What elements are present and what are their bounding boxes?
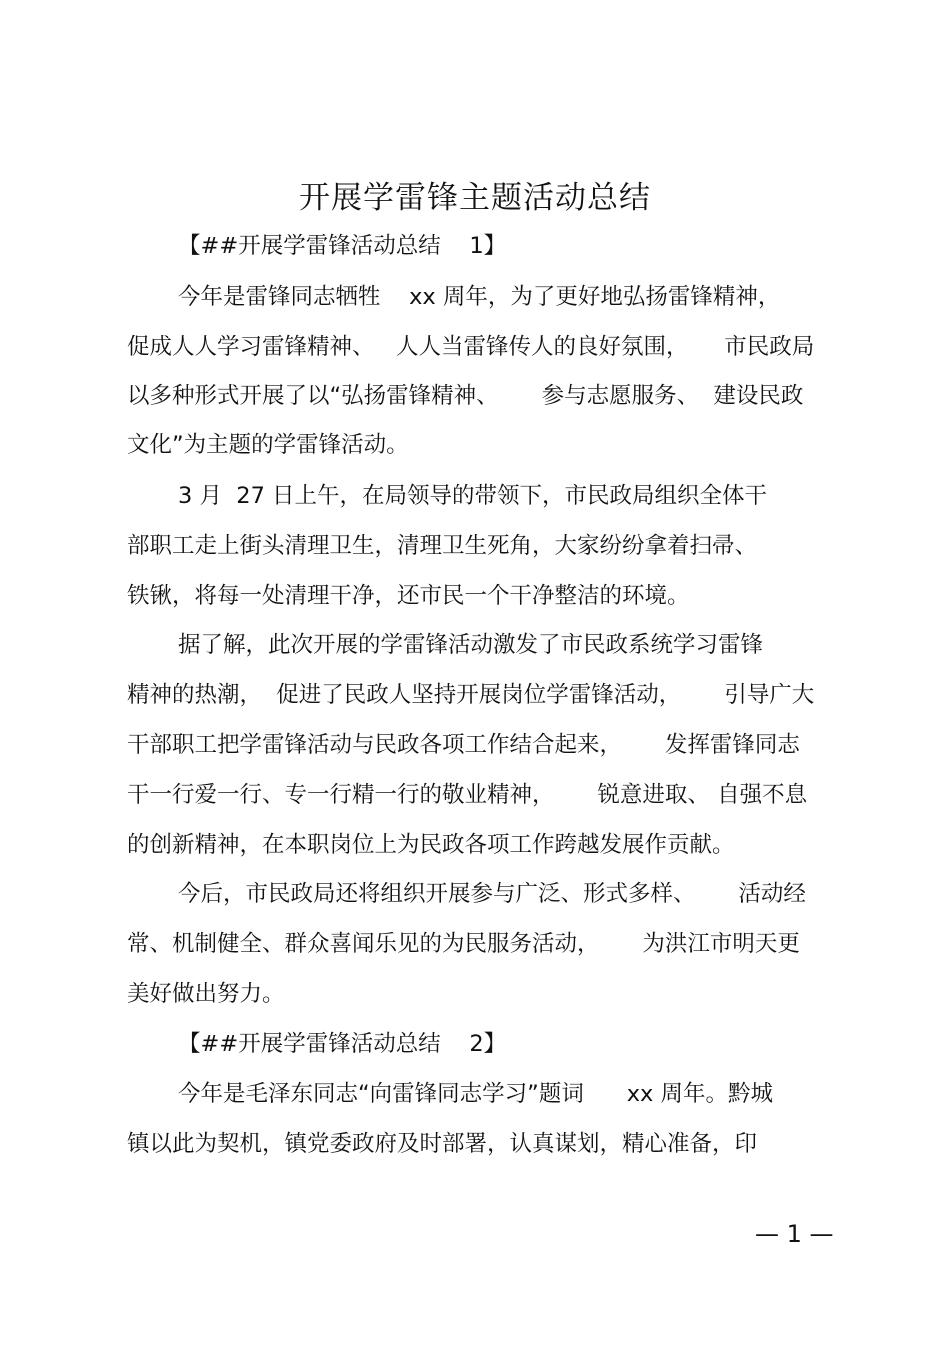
paragraph-line: 镇以此为契机，镇党委政府及时部署，认真谋划，精心准备，印	[127, 1131, 758, 1157]
paragraph-line: 今年是雷锋同志牺牲 xx 周年，为了更好地弘扬雷锋精神，	[178, 284, 781, 310]
paragraph-line: 以多种形式开展了以“弘扬雷锋精神、 参与志愿服务、 建设民政	[127, 383, 804, 409]
paragraph-line: 部职工走上街头清理卫生，清理卫生死角，大家纷纷拿着扫帚、	[127, 533, 758, 559]
paragraph-line: 促成人人学习雷锋精神、 人人当雷锋传人的良好氛围， 市民政局	[127, 334, 815, 360]
document-title: 开展学雷锋主题活动总结	[299, 180, 651, 216]
paragraph-line: 今年是毛泽东同志“向雷锋同志学习”题词 xx 周年。黔城	[178, 1081, 774, 1107]
paragraph-line: 美好做出努力。	[127, 981, 285, 1007]
paragraph-line: 今后，市民政局还将组织开展参与广泛、形式多样、 活动经	[178, 881, 806, 907]
section-heading-2: 【##开展学雷锋活动总结 2】	[178, 1031, 507, 1057]
paragraph-line: 干一行爱一行、专一行精一行的敬业精神， 锐意进取、 自强不息	[127, 782, 808, 808]
paragraph-line: 精神的热潮， 促进了民政人坚持开展岗位学雷锋活动， 引导广大	[127, 682, 815, 708]
section-heading-1: 【##开展学雷锋活动总结 1】	[178, 233, 507, 259]
paragraph-line: 干部职工把学雷锋活动与民政各项工作结合起来， 发挥雷锋同志	[127, 732, 800, 758]
paragraph-line: 文化”为主题的学雷锋活动。	[127, 432, 409, 458]
paragraph-line: 常、机制健全、群众喜闻乐见的为民服务活动， 为洪江市明天更	[127, 931, 800, 957]
page-number: — 1 —	[755, 1220, 834, 1248]
paragraph-line: 据了解，此次开展的学雷锋活动激发了市民政系统学习雷锋	[178, 632, 764, 658]
paragraph-line: 3 月 27 日上午，在局领导的带领下，市民政局组织全体干	[178, 483, 768, 509]
paragraph-line: 的创新精神，在本职岗位上为民政各项工作跨越发展作贡献。	[127, 832, 735, 858]
paragraph-line: 铁锹，将每一处清理干净，还市民一个干净整洁的环境。	[127, 583, 690, 609]
